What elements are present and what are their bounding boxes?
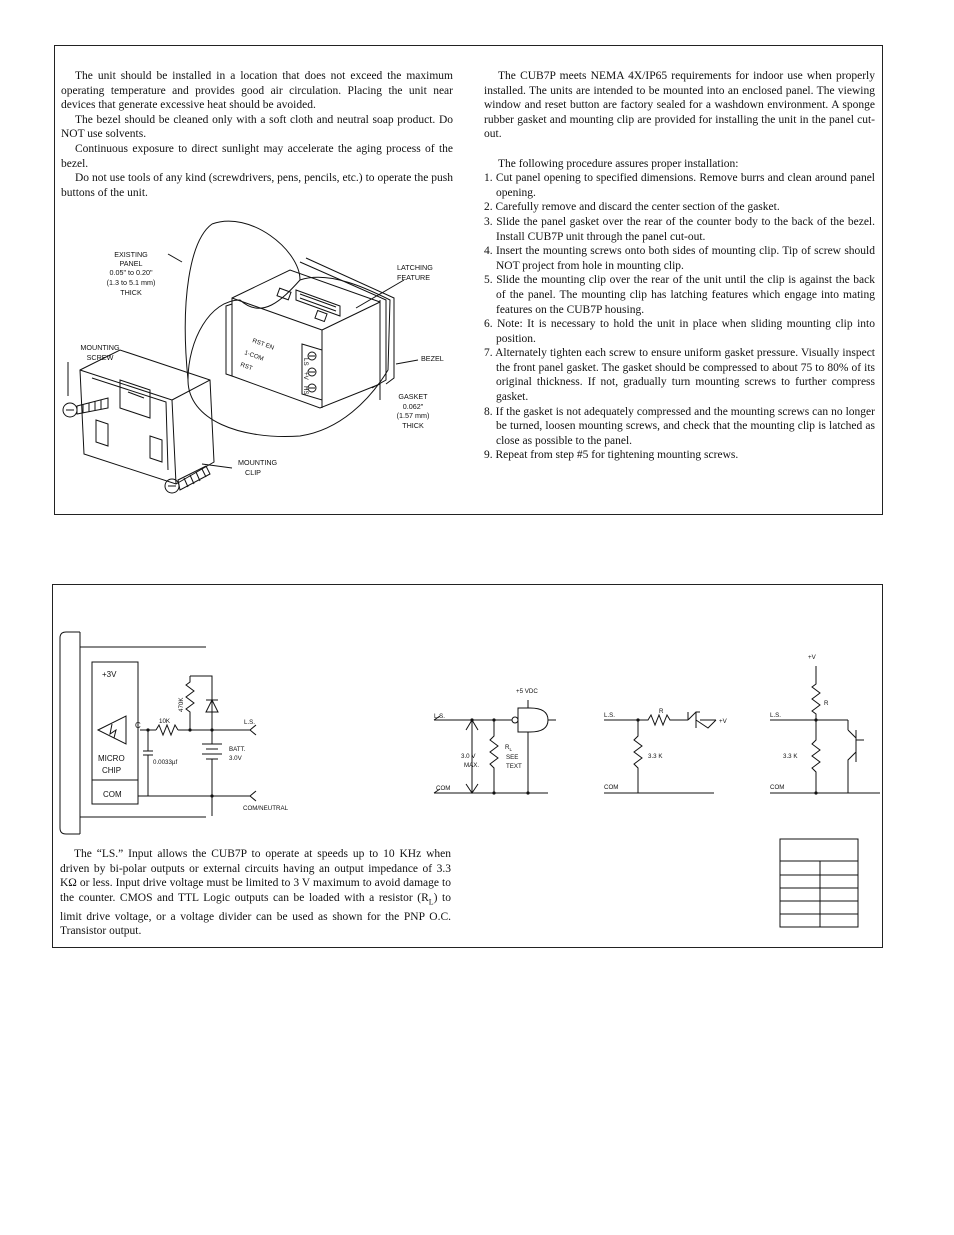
resistor-10k-label: 10K: [159, 718, 171, 725]
rl-subscript: L: [509, 747, 512, 752]
pnp-r-label: R: [659, 708, 664, 715]
vdd-label: +5 VDC: [516, 688, 538, 695]
cmos-com-label: COM: [436, 785, 451, 792]
plus3v-label: +3V: [102, 670, 117, 679]
terminal-label-hs: HS: [302, 386, 309, 395]
see-label: SEE: [506, 754, 519, 761]
mounting-clip-label: CLIP: [245, 468, 261, 477]
npn-com-label: COM: [770, 784, 785, 791]
com-neutral-label: COM/NEUTRAL: [243, 805, 289, 812]
existing-panel-label: THICK: [120, 288, 142, 297]
input-paragraph: [60, 847, 451, 939]
text-label: TEXT: [506, 763, 522, 770]
mounting-screw-label: MOUNTING: [80, 343, 120, 352]
cmos-ls-label: L.S.: [434, 713, 446, 720]
pnp-3.3k-label: 3.3 K: [648, 753, 663, 760]
cmos-3v-label: 3.0 V: [461, 753, 476, 760]
bezel-label: BEZEL: [421, 354, 444, 363]
note-paragraph: Do not use tools of any kind (screwdrivers, pens, pencils, etc.) to operate the push buttons of the unit.: [61, 172, 453, 199]
note-paragraph: Continuous exposure to direct sunlight may accelerate the aging process of the bezel.: [61, 142, 453, 170]
input-paragraph-before: The “LS.” Input allows the CUB7P to operate at speeds up to 10 KHz when driven by bi-polar outputs or external circuits having an output impedance of 3.3 KΩ or less. Input drive voltage must be limited to 3 V maximum to avoid damage to the counter. CMOS and TTL Logic outputs can be loaded with a resistor (R: [60, 848, 451, 904]
npn-plusv-label: +V: [808, 654, 816, 661]
procedure-step: 4. Insert the mounting screws onto both sides of mounting clip. Tip of screw should NOT project from hole in mounting clip.: [484, 245, 875, 272]
rl-label: [505, 744, 512, 752]
npn-3.3k-label: 3.3 K: [783, 753, 798, 760]
input-paragraph-after: ) to limit drive voltage, or a voltage divider can be used as shown for the PNP O.C. Transistor output.: [60, 891, 451, 938]
pnp-plusv-label: +V: [719, 718, 727, 725]
existing-panel-label: 0.05" to 0.20": [109, 268, 153, 277]
procedure-step: 1. Cut panel opening to specified dimensions. Remove burrs and clean around panel opening.: [484, 172, 875, 199]
existing-panel-label: PANEL: [119, 259, 143, 268]
gasket-label: GASKET: [398, 392, 428, 401]
procedure-step: 6. Note: It is necessary to hold the unit in place when sliding mounting clip into position.: [484, 318, 875, 345]
pnp-com-label: COM: [604, 784, 619, 791]
c-label: C: [135, 721, 141, 730]
resistor-470k-label: 470K: [178, 697, 185, 712]
input-paragraph-subscript: L: [428, 897, 434, 907]
procedure-step: 2. Carefully remove and discard the center section of the gasket.: [484, 201, 780, 214]
npn-ls-label: L.S.: [770, 712, 782, 719]
gasket-label: 0.062": [402, 402, 424, 411]
latching-feature-label: FEATURE: [397, 273, 431, 282]
capacitor-label: 0.0033µf: [153, 759, 178, 766]
note-paragraph: The bezel should be cleaned only with a soft cloth and neutral soap product. Do NOT use solvents.: [61, 113, 453, 141]
ls-label: L.S.: [244, 719, 256, 726]
terminal-label-rst-en: RST EN: [251, 337, 275, 352]
chip-label: CHIP: [102, 766, 122, 775]
note-paragraph: The unit should be installed in a location that does not exceed the maximum operating temperature and provides good air circulation. Placing the unit near devices that generate excessive heat should be avoided.: [61, 70, 453, 112]
terminal-label-1-com: 1-COM: [243, 349, 265, 363]
npn-r-label: R: [824, 700, 829, 707]
procedure-step: 8. If the gasket is not adequately compressed and the mounting screws can no longer be turned, loosen mounting screws, and check that the mounting clip is latched as close as possible to the panel.: [484, 405, 875, 447]
com-label: COM: [103, 790, 122, 799]
procedure-step: 3. Slide the panel gasket over the rear of the counter body to the back of the bezel. Install CUB7P unit through the panel cut-out.: [484, 215, 875, 243]
procedure-intro: The following procedure assures proper installation:: [498, 157, 739, 170]
terminal-label-ls: LS: [302, 358, 309, 366]
procedure-step: 5. Slide the mounting clip over the rear of the unit until the clip is against the back of the panel. The mounting clip has latching features which engage into mating features on the CUB7P housing.: [484, 274, 875, 316]
existing-panel-label: (1.3 to 5.1 mm): [106, 278, 156, 287]
micro-label: MICRO: [98, 754, 125, 763]
cmos-max-label: MAX.: [464, 762, 480, 769]
mounting-clip-label: MOUNTING: [238, 458, 278, 467]
latching-feature-label: LATCHING: [397, 263, 433, 272]
rl-main: R: [505, 744, 510, 751]
battery-voltage-label: 3.0V: [229, 755, 242, 762]
terminal-label-v: +V: [302, 372, 309, 380]
procedure-step: 7. Alternately tighten each screw to ensure uniform gasket pressure. Visually inspect the front panel gasket. The gasket should be compressed to about 75 to 80% of its original thickness. If not, gradually turn mounting screws to further compress gasket.: [484, 347, 875, 404]
gasket-label: (1.57 mm): [396, 411, 430, 420]
pnp-ls-label: L.S.: [604, 712, 616, 719]
terminal-label-rst: RST: [239, 361, 254, 373]
procedure-step: 9. Repeat from step #5 for tightening mounting screws.: [484, 449, 739, 462]
input-description: [60, 847, 451, 939]
gasket-label: THICK: [402, 421, 424, 430]
intro-paragraph: The CUB7P meets NEMA 4X/IP65 requirements for indoor use when properly installed. The units are intended to be mounted into an enclosed panel. The viewing window and reset button are factory sealed for a washdown environment. A sponge rubber gasket and mounting clip are provided for installing the unit in the panel cut-out.: [484, 70, 875, 141]
existing-panel-label: EXISTING: [114, 250, 148, 259]
battery-label: BATT.: [229, 746, 246, 753]
mounting-screw-label: SCREW: [86, 353, 114, 362]
